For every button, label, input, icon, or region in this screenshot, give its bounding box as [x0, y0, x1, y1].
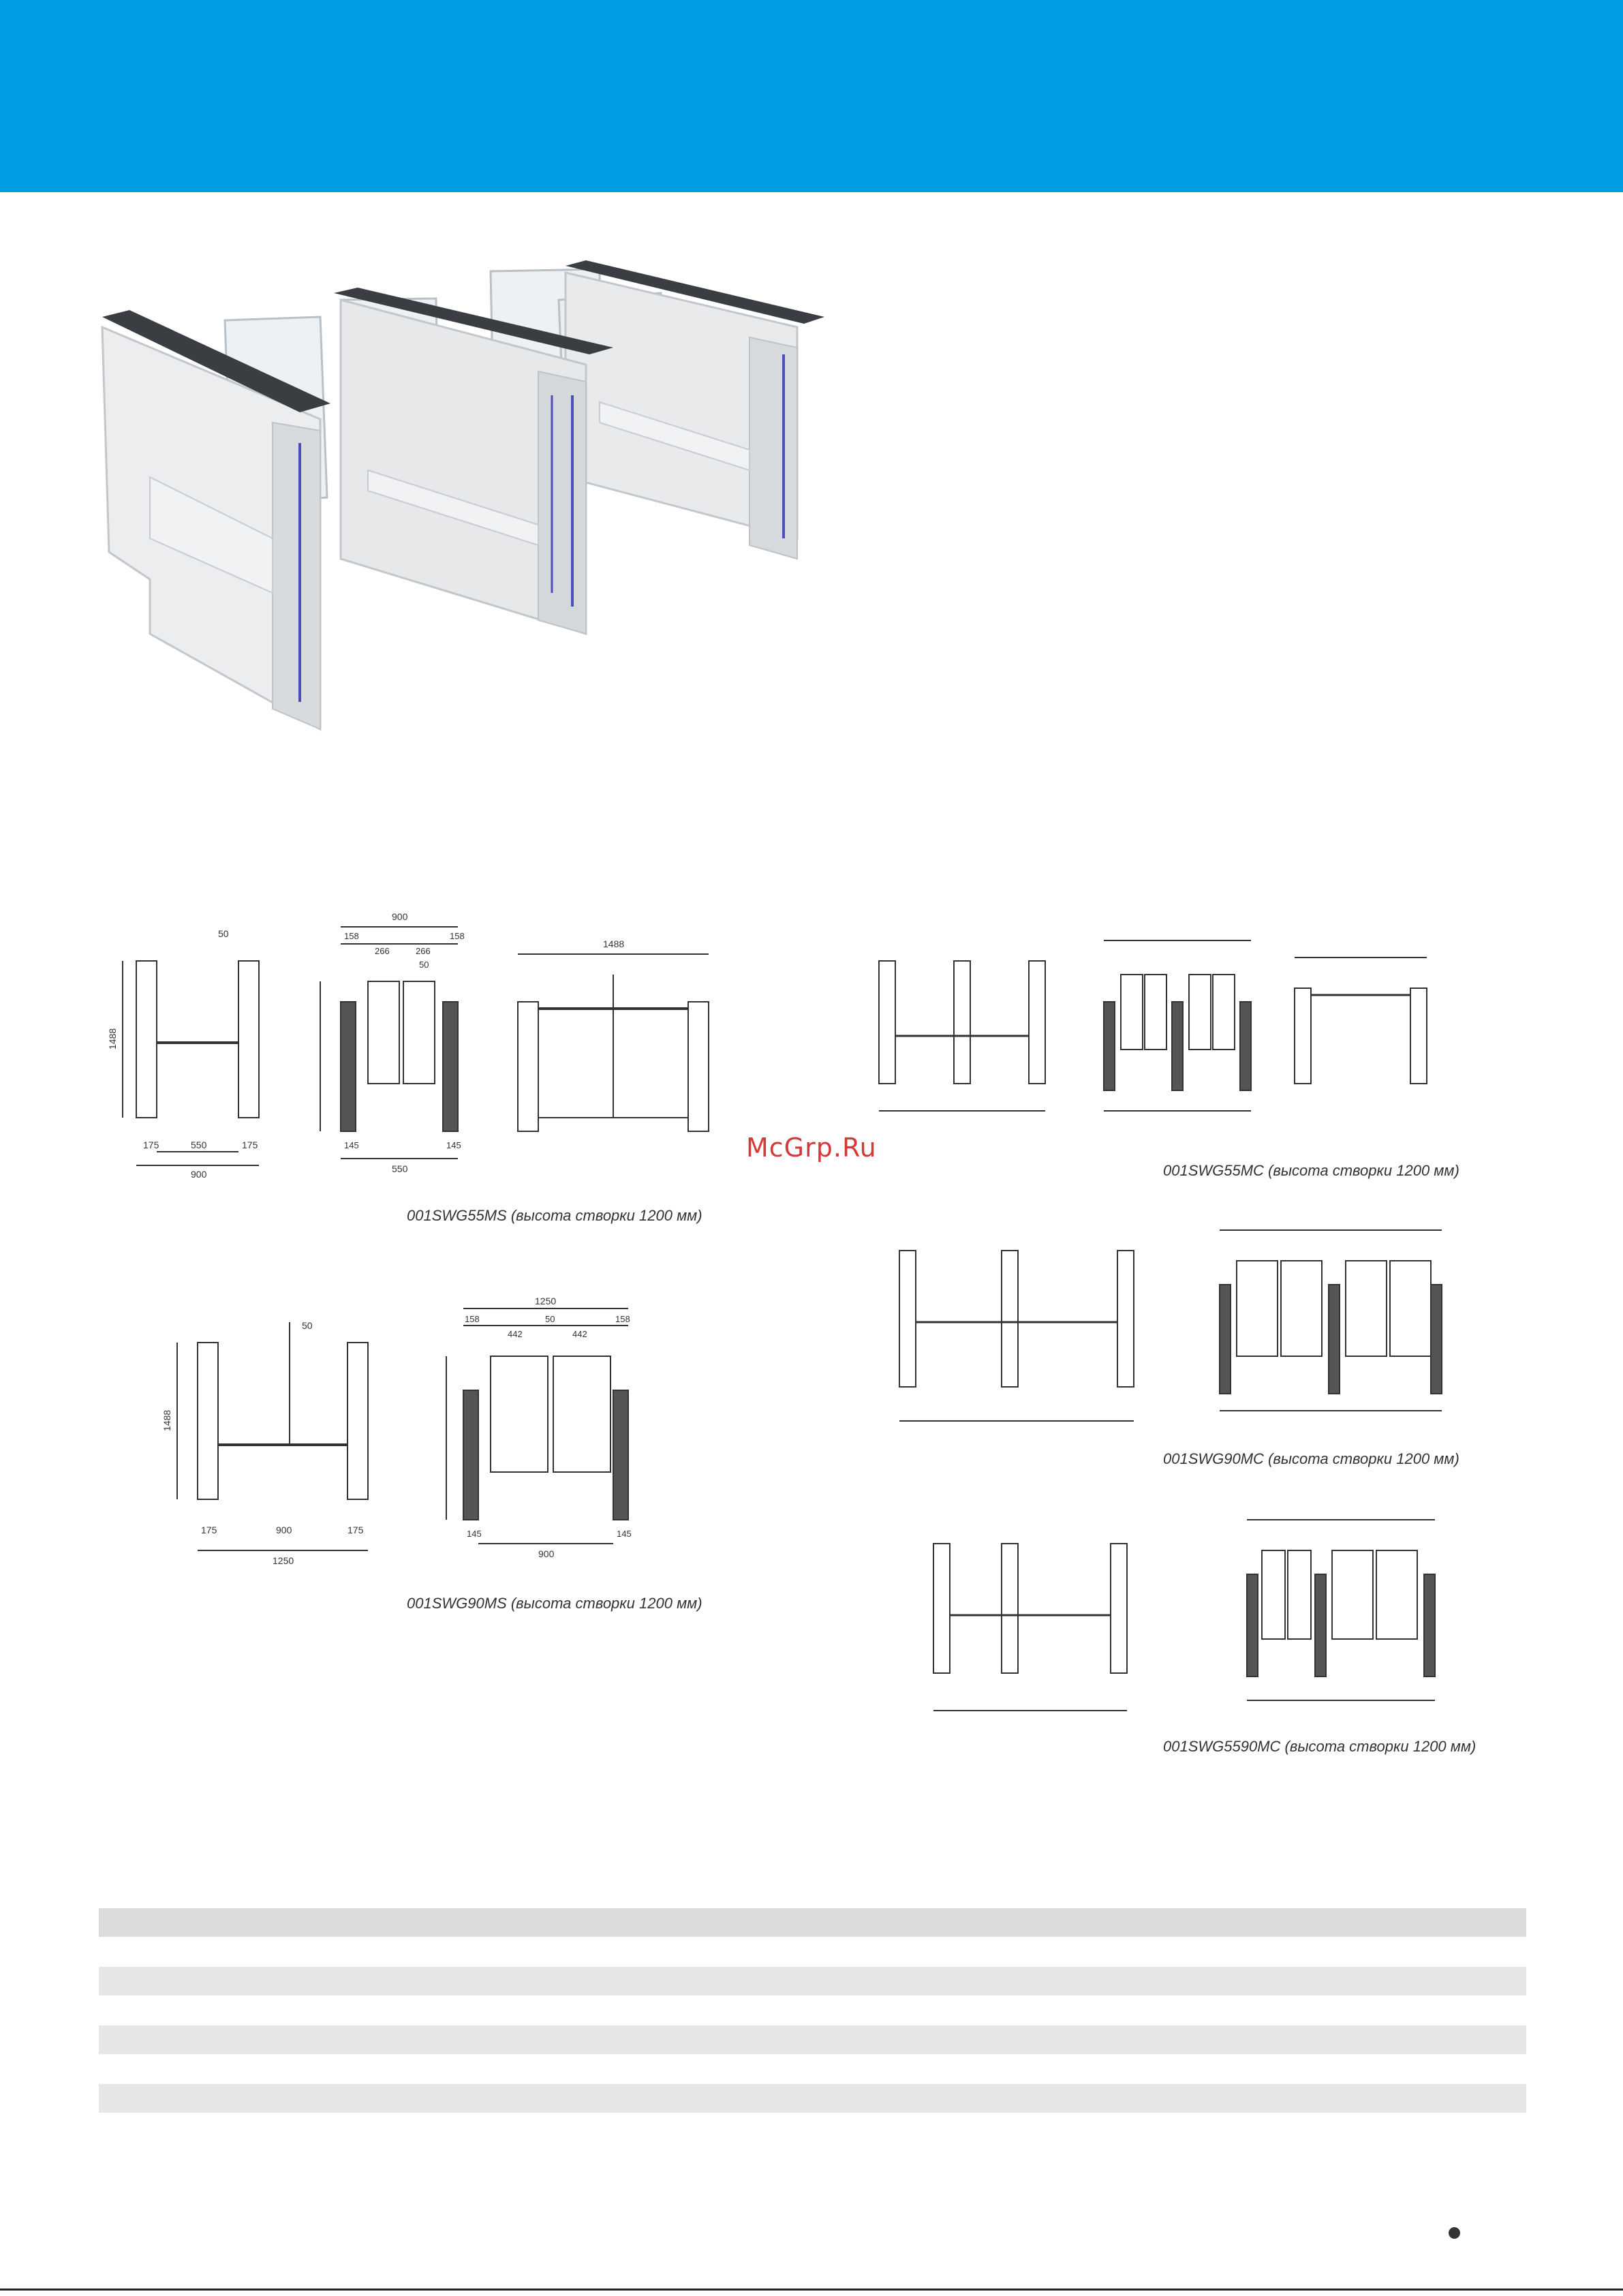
dim-label: 50: [302, 1320, 313, 1331]
dim-label: 145: [467, 1529, 482, 1539]
dim-label: 550: [191, 1139, 207, 1150]
dim-label: 175: [242, 1139, 258, 1150]
caption-swg90ms: 001SWG90MS (высота створки 1200 мм): [407, 1595, 702, 1612]
dim-label: 1250: [273, 1555, 294, 1566]
caption-swg90mc: 001SWG90MC (высота створки 1200 мм): [1163, 1450, 1459, 1467]
watermark: McGrp.Ru: [746, 1133, 877, 1163]
caption-swg55ms: 001SWG55MS (высота створки 1200 мм): [407, 1207, 702, 1224]
dim-label: 1488: [161, 1409, 172, 1431]
dim-label: 145: [344, 1140, 359, 1150]
dim-label: 900: [392, 911, 408, 922]
dim-label: 900: [191, 1169, 207, 1180]
dim-label: 50: [419, 960, 429, 970]
caption-swg55mc: 001SWG55MC (высота створки 1200 мм): [1163, 1162, 1459, 1179]
dim-label: 266: [416, 946, 431, 956]
caption-swg5590mc: 001SWG5590MC (высота створки 1200 мм): [1163, 1738, 1477, 1755]
dim-label: 158: [465, 1314, 480, 1324]
dim-label: 442: [508, 1329, 523, 1339]
dim-label: 145: [617, 1529, 632, 1539]
dim-label: 1250: [535, 1296, 557, 1306]
dim-label: 50: [545, 1314, 555, 1324]
dim-label: 158: [615, 1314, 630, 1324]
turnstile-photo: [95, 252, 852, 743]
page-dot-icon: [1449, 2227, 1460, 2239]
dim-label: 158: [450, 931, 465, 941]
drawing-swg90mc: [865, 1220, 1519, 1438]
header-banner: [0, 0, 1623, 192]
table-row: [99, 2025, 1526, 2054]
drawing-swg90ms: [136, 1295, 695, 1622]
dim-label: 175: [347, 1525, 364, 1535]
table-row: [99, 1967, 1526, 1995]
dim-label: 175: [201, 1525, 217, 1535]
dim-label: 442: [572, 1329, 587, 1339]
dim-label: 50: [218, 928, 229, 939]
dim-label: 158: [344, 931, 359, 941]
dim-label: 175: [143, 1139, 159, 1150]
dim-label: 266: [375, 946, 390, 956]
dim-label: 900: [538, 1548, 555, 1559]
table-row: [99, 1908, 1526, 1937]
drawing-swg55mc: [865, 927, 1519, 1152]
table-row: [99, 2084, 1526, 2113]
dim-label: 900: [276, 1525, 292, 1535]
bottom-rule: [0, 2289, 1623, 2291]
dim-label: 550: [392, 1163, 408, 1174]
drawing-swg5590mc: [886, 1506, 1519, 1731]
dim-label: 145: [446, 1140, 461, 1150]
dim-label: 1488: [107, 1028, 118, 1050]
drawing-swg55ms: [109, 893, 736, 1247]
dim-label: 1488: [603, 938, 625, 949]
